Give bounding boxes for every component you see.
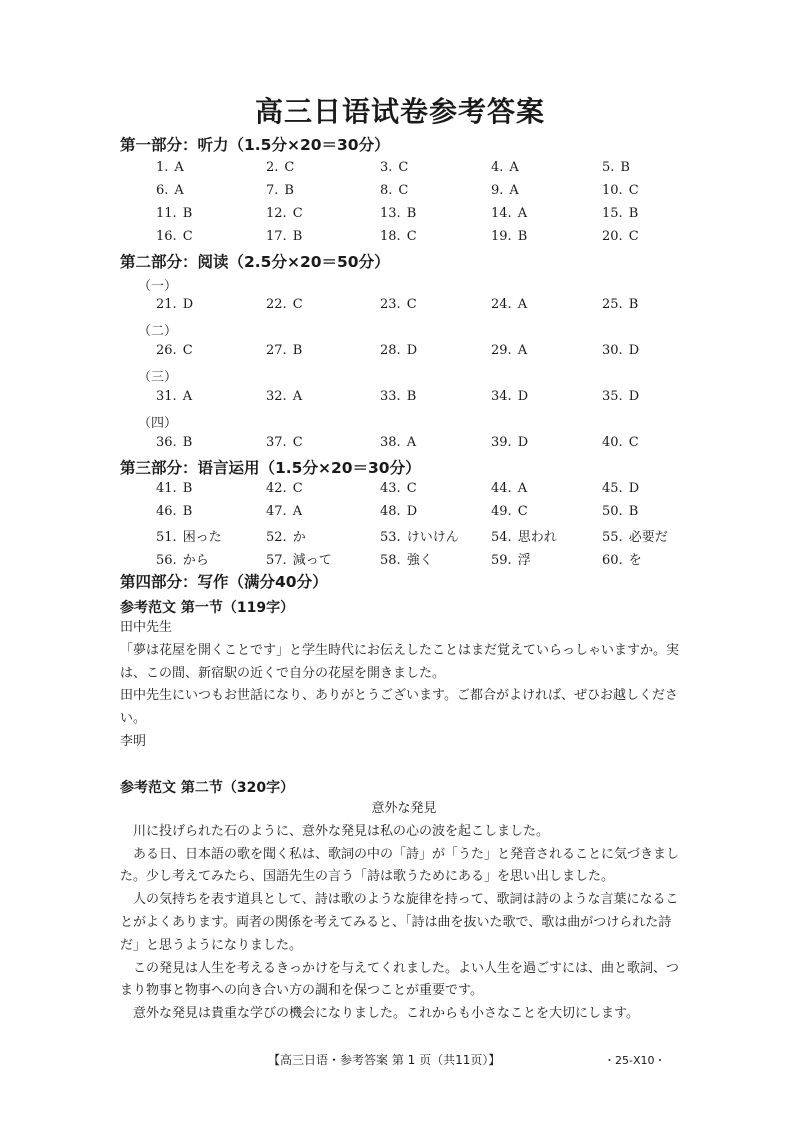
question-number: 1. (156, 160, 169, 175)
answer-value: A (517, 297, 528, 312)
essay-paragraph: 意外な発見は貴重な学びの機会になりました。これからも小さなことを大切にします。 (133, 1006, 639, 1022)
answer-item (491, 504, 528, 519)
page-title: 高三日语试卷参考答案 (254, 95, 545, 128)
answer-value: C (406, 297, 417, 312)
answer-item (266, 504, 302, 519)
answer-item (380, 297, 417, 312)
answer-value: D (517, 389, 529, 404)
answer-value: B (628, 504, 639, 519)
answer-item (380, 160, 408, 175)
answer-value: A (509, 160, 519, 175)
answer-value: から (182, 553, 209, 568)
answer-value: B (182, 481, 193, 496)
question-number: 21. (156, 297, 177, 312)
answer-item (380, 389, 416, 404)
question-number: 34. (491, 389, 512, 404)
essay-paragraph: 人の気持ちを表す道具として、詩は歌のような旋律を持って、歌詞は詩のような言葉になることがよくあります。両者の関係を考えてみると、「詩は曲を抜いた歌で、歌は曲がつけられた詩だ」と思うようになりました。 (120, 892, 679, 953)
answer-value: D (182, 297, 194, 312)
question-number: 33. (380, 389, 401, 404)
answer-value: C (292, 435, 303, 450)
answer-row (0, 160, 800, 180)
answer-item (491, 343, 527, 358)
question-number: 4. (491, 160, 504, 175)
question-number: 47. (266, 504, 287, 519)
question-number: 31. (156, 389, 177, 404)
question-number: 23. (380, 297, 401, 312)
answer-item (380, 206, 416, 221)
question-number: 49. (491, 504, 512, 519)
question-number: 17. (266, 229, 287, 244)
question-number: 51. (156, 530, 177, 545)
answer-item (602, 183, 639, 198)
answer-value: D (628, 481, 640, 496)
question-number: 20. (602, 229, 623, 244)
question-number: 58. (380, 553, 401, 568)
answer-item (266, 229, 302, 244)
answer-item (266, 297, 303, 312)
question-number: 36. (156, 435, 177, 450)
answer-item (156, 504, 192, 519)
question-number: 29. (491, 343, 512, 358)
answer-item (266, 343, 302, 358)
answer-value: B (292, 343, 303, 358)
question-number: 14. (491, 206, 512, 221)
answer-item (380, 526, 459, 545)
question-number: 24. (491, 297, 512, 312)
question-number: 18. (380, 229, 401, 244)
answer-value: C (628, 229, 639, 244)
question-number: 55. (602, 530, 623, 545)
answer-item (266, 435, 303, 450)
answer-value: D (628, 389, 640, 404)
answer-item (491, 297, 527, 312)
answer-value: C (292, 481, 303, 496)
answer-value: B (182, 206, 193, 221)
answer-item (380, 343, 417, 358)
answer-item (602, 435, 639, 450)
answer-item (156, 389, 192, 404)
question-number: 56. (156, 553, 177, 568)
part1-heading: 第一部分：听力（1.5分×20＝30分） (120, 136, 390, 154)
answer-item (602, 160, 630, 175)
answer-item (156, 481, 192, 496)
answer-value: C (292, 297, 303, 312)
answer-value: A (517, 343, 528, 358)
answer-item (491, 229, 527, 244)
question-number: 39. (491, 435, 512, 450)
answer-item (380, 183, 408, 198)
question-number: 54. (491, 530, 512, 545)
essay-paragraph: この発見は人生を考えるきっかけを与えてくれました。よい人生を過ごすには、曲と歌詞、つまり物事と物事への向き合い方の調和を保つことが重要です。 (120, 960, 680, 999)
answer-item (602, 526, 668, 545)
question-number: 43. (380, 481, 401, 496)
answer-item (602, 389, 639, 404)
answer-value: B (182, 504, 193, 519)
answer-value: C (284, 160, 295, 175)
answer-item (266, 481, 303, 496)
answer-value: C (398, 160, 409, 175)
answer-item (380, 481, 417, 496)
answer-item (156, 549, 209, 568)
essay-paragraph: 川に投げられた石のように、意外な発見は私の心の波を起こしました。 (133, 823, 550, 839)
answer-value: B (182, 435, 193, 450)
answer-value: C (406, 481, 417, 496)
sample1-paragraph: 「夢は花屋を開くことです」と学生時代にお伝えしたことはまだ覚えていらっしゃいますか。実は、この間、新宿駅の近くで自分の花屋を開きました。 (120, 642, 680, 681)
answer-item (266, 549, 332, 568)
question-number: 6. (156, 183, 169, 198)
answer-item (380, 435, 416, 450)
answer-row (0, 229, 800, 249)
answer-value: A (406, 435, 417, 450)
answer-value: 必要だ (628, 530, 668, 545)
question-number: 32. (266, 389, 287, 404)
answer-value: A (174, 183, 184, 198)
answer-row (0, 481, 800, 501)
question-number: 53. (380, 530, 401, 545)
answer-item (266, 389, 302, 404)
question-number: 12. (266, 206, 287, 221)
sample1-body (120, 617, 688, 754)
question-number: 3. (380, 160, 393, 175)
question-number: 22. (266, 297, 287, 312)
question-number: 8. (380, 183, 393, 198)
answer-value: 思われ (517, 530, 557, 545)
question-number: 5. (602, 160, 615, 175)
question-number: 28. (380, 343, 401, 358)
question-number: 57. (266, 553, 287, 568)
answer-row (0, 389, 800, 409)
question-number: 10. (602, 183, 623, 198)
question-number: 25. (602, 297, 623, 312)
answer-value: B (628, 206, 639, 221)
answer-value: C (628, 183, 639, 198)
answer-value: A (182, 389, 193, 404)
question-number: 9. (491, 183, 504, 198)
sample2-heading: 参考范文 第二节（320字） (120, 780, 295, 796)
essay-paragraph: ある日、日本語の歌を聞く私は、歌詞の中の「詩」が「うた」と発音されることに気づきました。少し考えてみたら、国語先生の言う「詩は歌うためにある」を思い出しました。 (120, 846, 680, 885)
answer-row (0, 504, 800, 524)
sample2-body (120, 798, 688, 1026)
answer-item (266, 183, 294, 198)
question-number: 59. (491, 553, 512, 568)
answer-value: D (628, 343, 640, 358)
answer-row (0, 297, 800, 317)
answer-value: A (174, 160, 184, 175)
answer-value: B (628, 297, 639, 312)
answer-item (156, 206, 192, 221)
answer-value: 減って (292, 553, 332, 568)
question-number: 2. (266, 160, 279, 175)
question-number: 30. (602, 343, 623, 358)
question-number: 50. (602, 504, 623, 519)
answer-value: C (517, 504, 528, 519)
subsection-label: （二） (138, 324, 178, 339)
answer-item (266, 160, 294, 175)
answer-item (156, 183, 184, 198)
answer-item (491, 206, 527, 221)
answer-value: A (517, 206, 528, 221)
answer-row (0, 343, 800, 363)
question-number: 40. (602, 435, 623, 450)
answer-value: D (406, 504, 418, 519)
answer-value: 浮 (517, 553, 531, 568)
answer-value: けいけん (406, 530, 459, 545)
answer-item (156, 229, 193, 244)
answer-value: B (406, 389, 417, 404)
answer-item (380, 504, 417, 519)
footer-code: ・25-X10・ (604, 1054, 666, 1067)
question-number: 13. (380, 206, 401, 221)
answer-item (602, 297, 638, 312)
question-number: 16. (156, 229, 177, 244)
answer-value: C (398, 183, 409, 198)
answer-item (380, 229, 417, 244)
answer-item (602, 229, 639, 244)
question-number: 48. (380, 504, 401, 519)
answer-item (156, 160, 184, 175)
answer-value: B (406, 206, 417, 221)
answer-item (156, 435, 192, 450)
sample1-heading: 参考范文 第一节（119字） (120, 600, 295, 616)
question-number: 46. (156, 504, 177, 519)
answer-value: か (292, 530, 306, 545)
answer-value: 強く (406, 553, 433, 568)
answer-value: B (292, 229, 303, 244)
answer-value: D (406, 343, 418, 358)
answer-item (266, 206, 303, 221)
question-number: 7. (266, 183, 279, 198)
subsection-label: （一） (138, 279, 178, 294)
question-number: 38. (380, 435, 401, 450)
answer-row (0, 526, 800, 546)
answer-item (266, 526, 306, 545)
question-number: 37. (266, 435, 287, 450)
answer-item (156, 526, 222, 545)
answer-item (156, 297, 193, 312)
sample1-signature: 李明 (120, 733, 147, 749)
answer-value: B (284, 183, 294, 198)
question-number: 11. (156, 206, 177, 221)
answer-value: D (517, 435, 529, 450)
answer-row (0, 206, 800, 226)
answer-item (491, 183, 519, 198)
answer-value: A (517, 481, 528, 496)
answer-value: 困った (182, 530, 222, 545)
answer-item (491, 435, 528, 450)
answer-item (491, 549, 531, 568)
essay-title: 意外な発見 (371, 801, 437, 816)
answer-item (602, 343, 639, 358)
subsection-label: （三） (138, 370, 178, 385)
answer-item (491, 526, 557, 545)
answer-item (156, 343, 193, 358)
answer-value: C (406, 229, 417, 244)
answer-value: C (182, 229, 193, 244)
question-number: 35. (602, 389, 623, 404)
answer-item (380, 549, 433, 568)
answer-value: A (509, 183, 519, 198)
part3-heading: 第三部分：语言运用（1.5分×20＝30分） (120, 459, 421, 477)
question-number: 45. (602, 481, 623, 496)
answer-item (491, 160, 519, 175)
answer-item (491, 389, 528, 404)
answer-row (0, 435, 800, 455)
answer-item (491, 481, 527, 496)
question-number: 19. (491, 229, 512, 244)
question-number: 41. (156, 481, 177, 496)
answer-item (602, 206, 638, 221)
sample1-paragraph: 田中先生にいつもお世話になり、ありがとうございます。ご都合がよければ、ぜひお越しください。 (120, 688, 678, 727)
question-number: 15. (602, 206, 623, 221)
answer-value: A (292, 389, 303, 404)
question-number: 26. (156, 343, 177, 358)
question-number: 52. (266, 530, 287, 545)
question-number: 60. (602, 553, 623, 568)
question-number: 42. (266, 481, 287, 496)
part2-heading: 第二部分：阅读（2.5分×20＝50分） (120, 253, 390, 271)
answer-value: C (292, 206, 303, 221)
answer-value: C (182, 343, 193, 358)
answer-value: A (292, 504, 303, 519)
subsection-label: （四） (138, 416, 178, 431)
sample1-salutation: 田中先生 (120, 620, 173, 635)
part4-heading: 第四部分：写作（满分40分） (120, 573, 328, 591)
answer-item (602, 481, 639, 496)
question-number: 44. (491, 481, 512, 496)
page-footer: 【高三日语・参考答案 第 1 页（共11页）】 (268, 1053, 501, 1067)
answer-value: B (517, 229, 528, 244)
answer-value: を (628, 553, 642, 568)
question-number: 27. (266, 343, 287, 358)
answer-item (602, 504, 638, 519)
answer-row (0, 549, 800, 569)
answer-row (0, 183, 800, 203)
answer-value: C (628, 435, 639, 450)
answer-value: B (620, 160, 630, 175)
answer-item (602, 549, 642, 568)
